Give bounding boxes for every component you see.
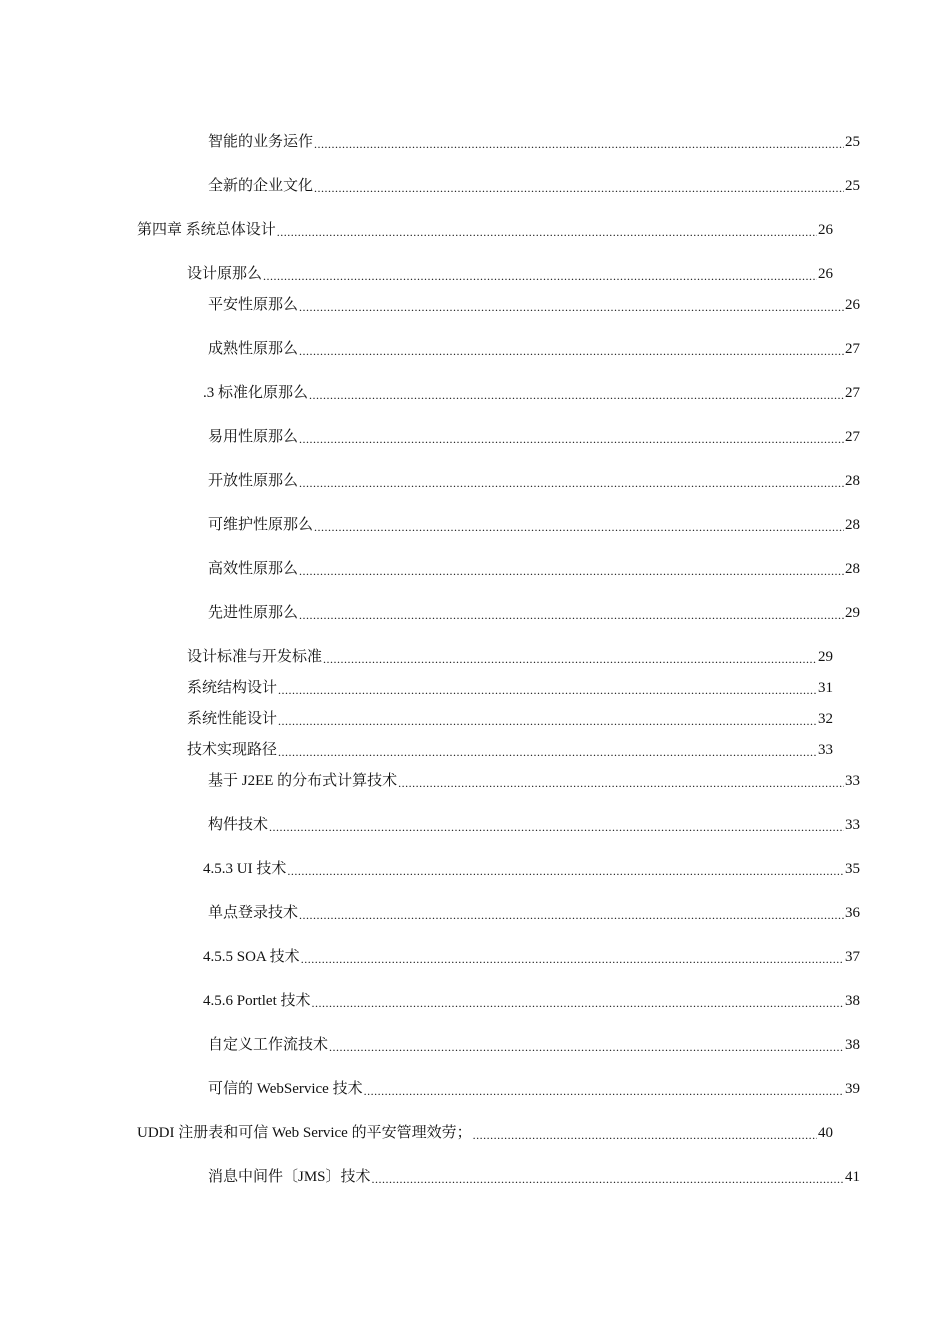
toc-entry-page: 25: [845, 134, 860, 150]
toc-entry-page: 38: [845, 993, 860, 1009]
toc-entry-page: 33: [845, 773, 860, 789]
toc-entry-title: 系统性能设计: [187, 711, 278, 727]
toc-entry: [208, 177, 860, 195]
toc-entry-title: 成熟性原那么: [208, 341, 299, 357]
toc-entry: [208, 428, 860, 446]
toc-entry: [208, 296, 860, 314]
toc-entry-title: 4.5.6 Portlet 技术: [203, 993, 311, 1009]
toc-leader-dots: [314, 181, 844, 195]
toc-entry-title: 设计标准与开发标准: [187, 649, 323, 665]
toc-entry-page: 37: [845, 949, 860, 965]
toc-section-entry: [187, 741, 833, 759]
toc-entry: [208, 604, 860, 622]
toc-entry-title: .3 标准化原那么: [203, 385, 309, 401]
toc-entry: [208, 1080, 860, 1098]
toc-entry: [208, 133, 860, 151]
toc-entry-page: 38: [845, 1037, 860, 1053]
toc-entry-page: 27: [845, 429, 860, 445]
toc-leader-dots: [314, 520, 844, 534]
toc-entry: [208, 560, 860, 578]
toc-entry-title: 智能的业务运作: [208, 134, 314, 150]
toc-entry-title: 开放性原那么: [208, 473, 299, 489]
toc-entry-page: 29: [845, 605, 860, 621]
toc-leader-dots: [278, 714, 817, 728]
toc-leader-dots: [299, 608, 844, 622]
toc-entry-page: 35: [845, 861, 860, 877]
toc-leader-dots: [278, 683, 817, 697]
toc-leader-dots: [299, 476, 844, 490]
toc-entry-title: 全新的企业文化: [208, 178, 314, 194]
toc-leader-dots: [364, 1084, 844, 1098]
toc-leader-dots: [309, 388, 844, 402]
toc-entry-page: 32: [818, 711, 833, 727]
toc-entry-title: 可信的 WebService 技术: [208, 1081, 363, 1097]
toc-entry-page: 31: [818, 680, 833, 696]
toc-entry-page: 26: [818, 266, 833, 282]
toc-entry: [208, 904, 860, 922]
toc-leader-dots: [287, 864, 844, 878]
toc-entry: [203, 992, 860, 1010]
toc-entry: [203, 860, 860, 878]
toc-leader-dots: [299, 564, 844, 578]
toc-entry-page: 27: [845, 341, 860, 357]
toc-entry-title: 易用性原那么: [208, 429, 299, 445]
toc-entry-title: 设计原那么: [187, 266, 263, 282]
toc-entry-page: 29: [818, 649, 833, 665]
toc-entry: [208, 772, 860, 790]
toc-leader-dots: [263, 269, 817, 283]
toc-entry-page: 33: [818, 742, 833, 758]
toc-leader-dots: [299, 300, 844, 314]
toc-entry: [208, 1036, 860, 1054]
toc-entry-title: 4.5.5 SOA 技术: [203, 949, 300, 965]
toc-entry: [208, 816, 860, 834]
toc-leader-dots: [299, 908, 844, 922]
toc-leader-dots: [299, 344, 844, 358]
toc-entry-title: 高效性原那么: [208, 561, 299, 577]
toc-entry-page: 40: [818, 1125, 833, 1141]
toc-entry: [208, 516, 860, 534]
toc-leader-dots: [312, 996, 845, 1010]
toc-entry-title: 单点登录技术: [208, 905, 299, 921]
toc-chapter-entry: [137, 221, 833, 239]
toc-entry-title: 基于 J2EE 的分布式计算技术: [208, 773, 398, 789]
toc-entry-page: 28: [845, 517, 860, 533]
toc-leader-dots: [278, 745, 817, 759]
toc-entry-page: 27: [845, 385, 860, 401]
toc-leader-dots: [323, 652, 817, 666]
toc-entry: [208, 1168, 860, 1186]
toc-entry-title: 消息中间件〔JMS〕技术: [208, 1169, 371, 1185]
toc-entry-page: 26: [845, 297, 860, 313]
toc-entry-title: 系统结构设计: [187, 680, 278, 696]
toc-entry-title: 第四章 系统总体设计: [137, 222, 276, 238]
toc-leader-dots: [398, 776, 844, 790]
toc-leader-dots: [299, 432, 844, 446]
toc-entry: [208, 340, 860, 358]
toc-leader-dots: [314, 137, 844, 151]
toc-entry-page: 25: [845, 178, 860, 194]
toc-entry-page: 33: [845, 817, 860, 833]
toc-entry-title: UDDI 注册表和可信 Web Service 的平安管理效劳；: [137, 1125, 472, 1141]
toc-entry-page: 28: [845, 473, 860, 489]
toc-entry-page: 28: [845, 561, 860, 577]
toc-entry-title: 平安性原那么: [208, 297, 299, 313]
toc-entry-title: 技术实现路径: [187, 742, 278, 758]
toc-section-entry: [187, 265, 833, 283]
toc-leader-dots: [329, 1040, 844, 1054]
toc-entry: [203, 384, 860, 402]
toc-entry-title: 可维护性原那么: [208, 517, 314, 533]
toc-entry: [203, 948, 860, 966]
toc-entry: [208, 472, 860, 490]
toc-leader-dots: [269, 820, 844, 834]
toc-entry-page: 41: [845, 1169, 860, 1185]
toc-entry-page: 26: [818, 222, 833, 238]
toc-entry-title: 4.5.3 UI 技术: [203, 861, 287, 877]
toc-entry-page: 36: [845, 905, 860, 921]
toc-leader-dots: [301, 952, 844, 966]
toc-section-entry: [187, 710, 833, 728]
toc-entry-title: 先进性原那么: [208, 605, 299, 621]
toc-leader-dots: [473, 1128, 817, 1142]
toc-leader-dots: [277, 225, 817, 239]
toc-entry-title: 构件技术: [208, 817, 269, 833]
toc-section-entry: [187, 679, 833, 697]
toc-entry-title: 自定义工作流技术: [208, 1037, 329, 1053]
toc-leader-dots: [372, 1172, 844, 1186]
toc-section-entry: [187, 648, 833, 666]
toc-entry-page: 39: [845, 1081, 860, 1097]
toc-chapter-entry: [137, 1124, 833, 1142]
